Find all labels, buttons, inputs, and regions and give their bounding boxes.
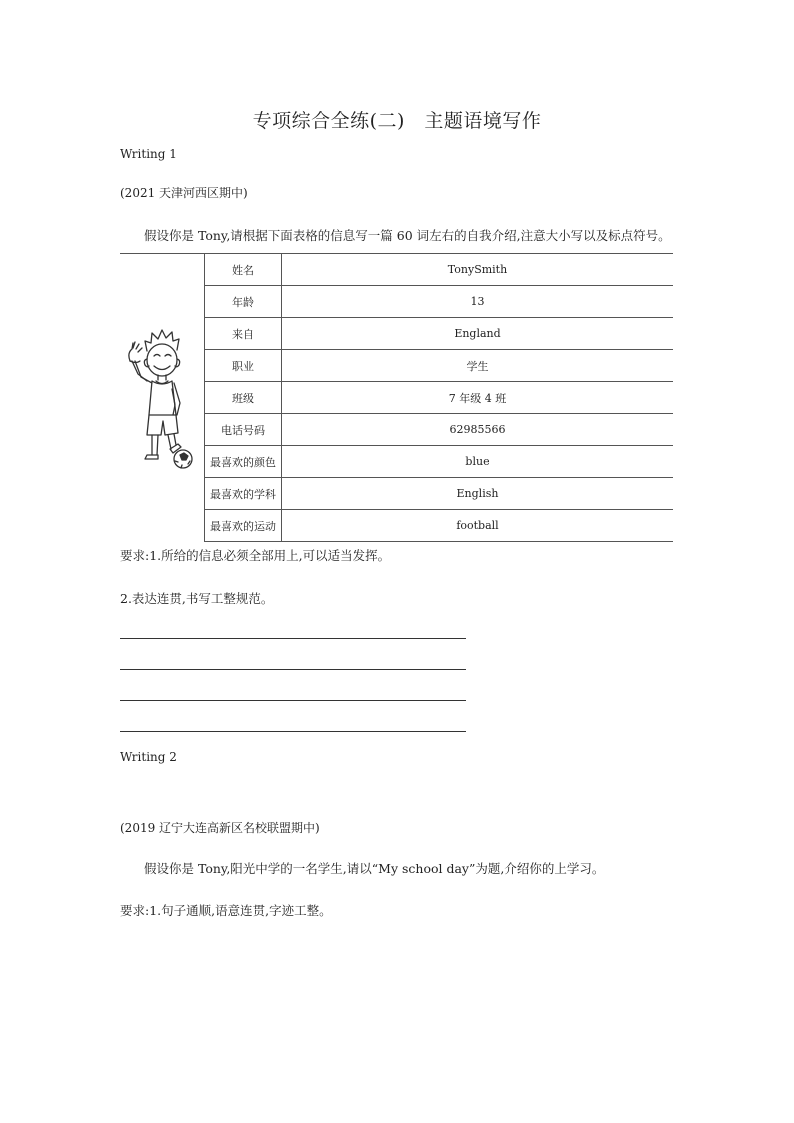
table-value: 学生 <box>282 350 674 382</box>
table-value: football <box>282 510 674 542</box>
table-label: 姓名 <box>205 254 282 286</box>
table-value: 7 年级 4 班 <box>282 382 674 414</box>
table-label: 最喜欢的学科 <box>205 478 282 510</box>
boy-illustration <box>125 323 199 473</box>
table-label: 班级 <box>205 382 282 414</box>
writing2-source: (2019 辽宁大连高新区名校联盟期中) <box>120 821 320 835</box>
info-table <box>120 253 673 542</box>
writing1-prompt: 假设你是 Tony,请根据下面表格的信息写一篇 60 词左右的自我介绍,注意大小写以及标点符号。 <box>144 228 671 243</box>
table-value: English <box>282 478 674 510</box>
answer-line[interactable] <box>120 669 466 670</box>
writing2-requirement-1: 要求:1.句子通顺,语意连贯,字迹工整。 <box>120 903 332 918</box>
table-value: 13 <box>282 286 674 318</box>
writing1-source: (2021 天津河西区期中) <box>120 186 248 200</box>
boy-illustration-cell <box>120 254 205 542</box>
writing2-prompt: 假设你是 Tony,阳光中学的一名学生,请以“My school day”为题,介绍你的上学习。 <box>144 861 605 876</box>
table-label: 年龄 <box>205 286 282 318</box>
writing2-heading: Writing 2 <box>120 750 177 764</box>
table-label: 最喜欢的颜色 <box>205 446 282 478</box>
writing1-requirement-1: 要求:1.所给的信息必须全部用上,可以适当发挥。 <box>120 548 391 563</box>
answer-line[interactable] <box>120 700 466 701</box>
table-value: TonySmith <box>282 254 674 286</box>
table-value: England <box>282 318 674 350</box>
answer-line[interactable] <box>120 638 466 639</box>
table-value: 62985566 <box>282 414 674 446</box>
writing1-heading: Writing 1 <box>120 147 177 161</box>
table-row <box>120 254 673 286</box>
writing1-requirement-2: 2.表达连贯,书写工整规范。 <box>120 591 274 606</box>
table-value: blue <box>282 446 674 478</box>
page-title: 专项综合全练(二) 主题语境写作 <box>252 110 542 132</box>
answer-line[interactable] <box>120 731 466 732</box>
table-label: 最喜欢的运动 <box>205 510 282 542</box>
table-label: 职业 <box>205 350 282 382</box>
table-label: 来自 <box>205 318 282 350</box>
table-label: 电话号码 <box>205 414 282 446</box>
